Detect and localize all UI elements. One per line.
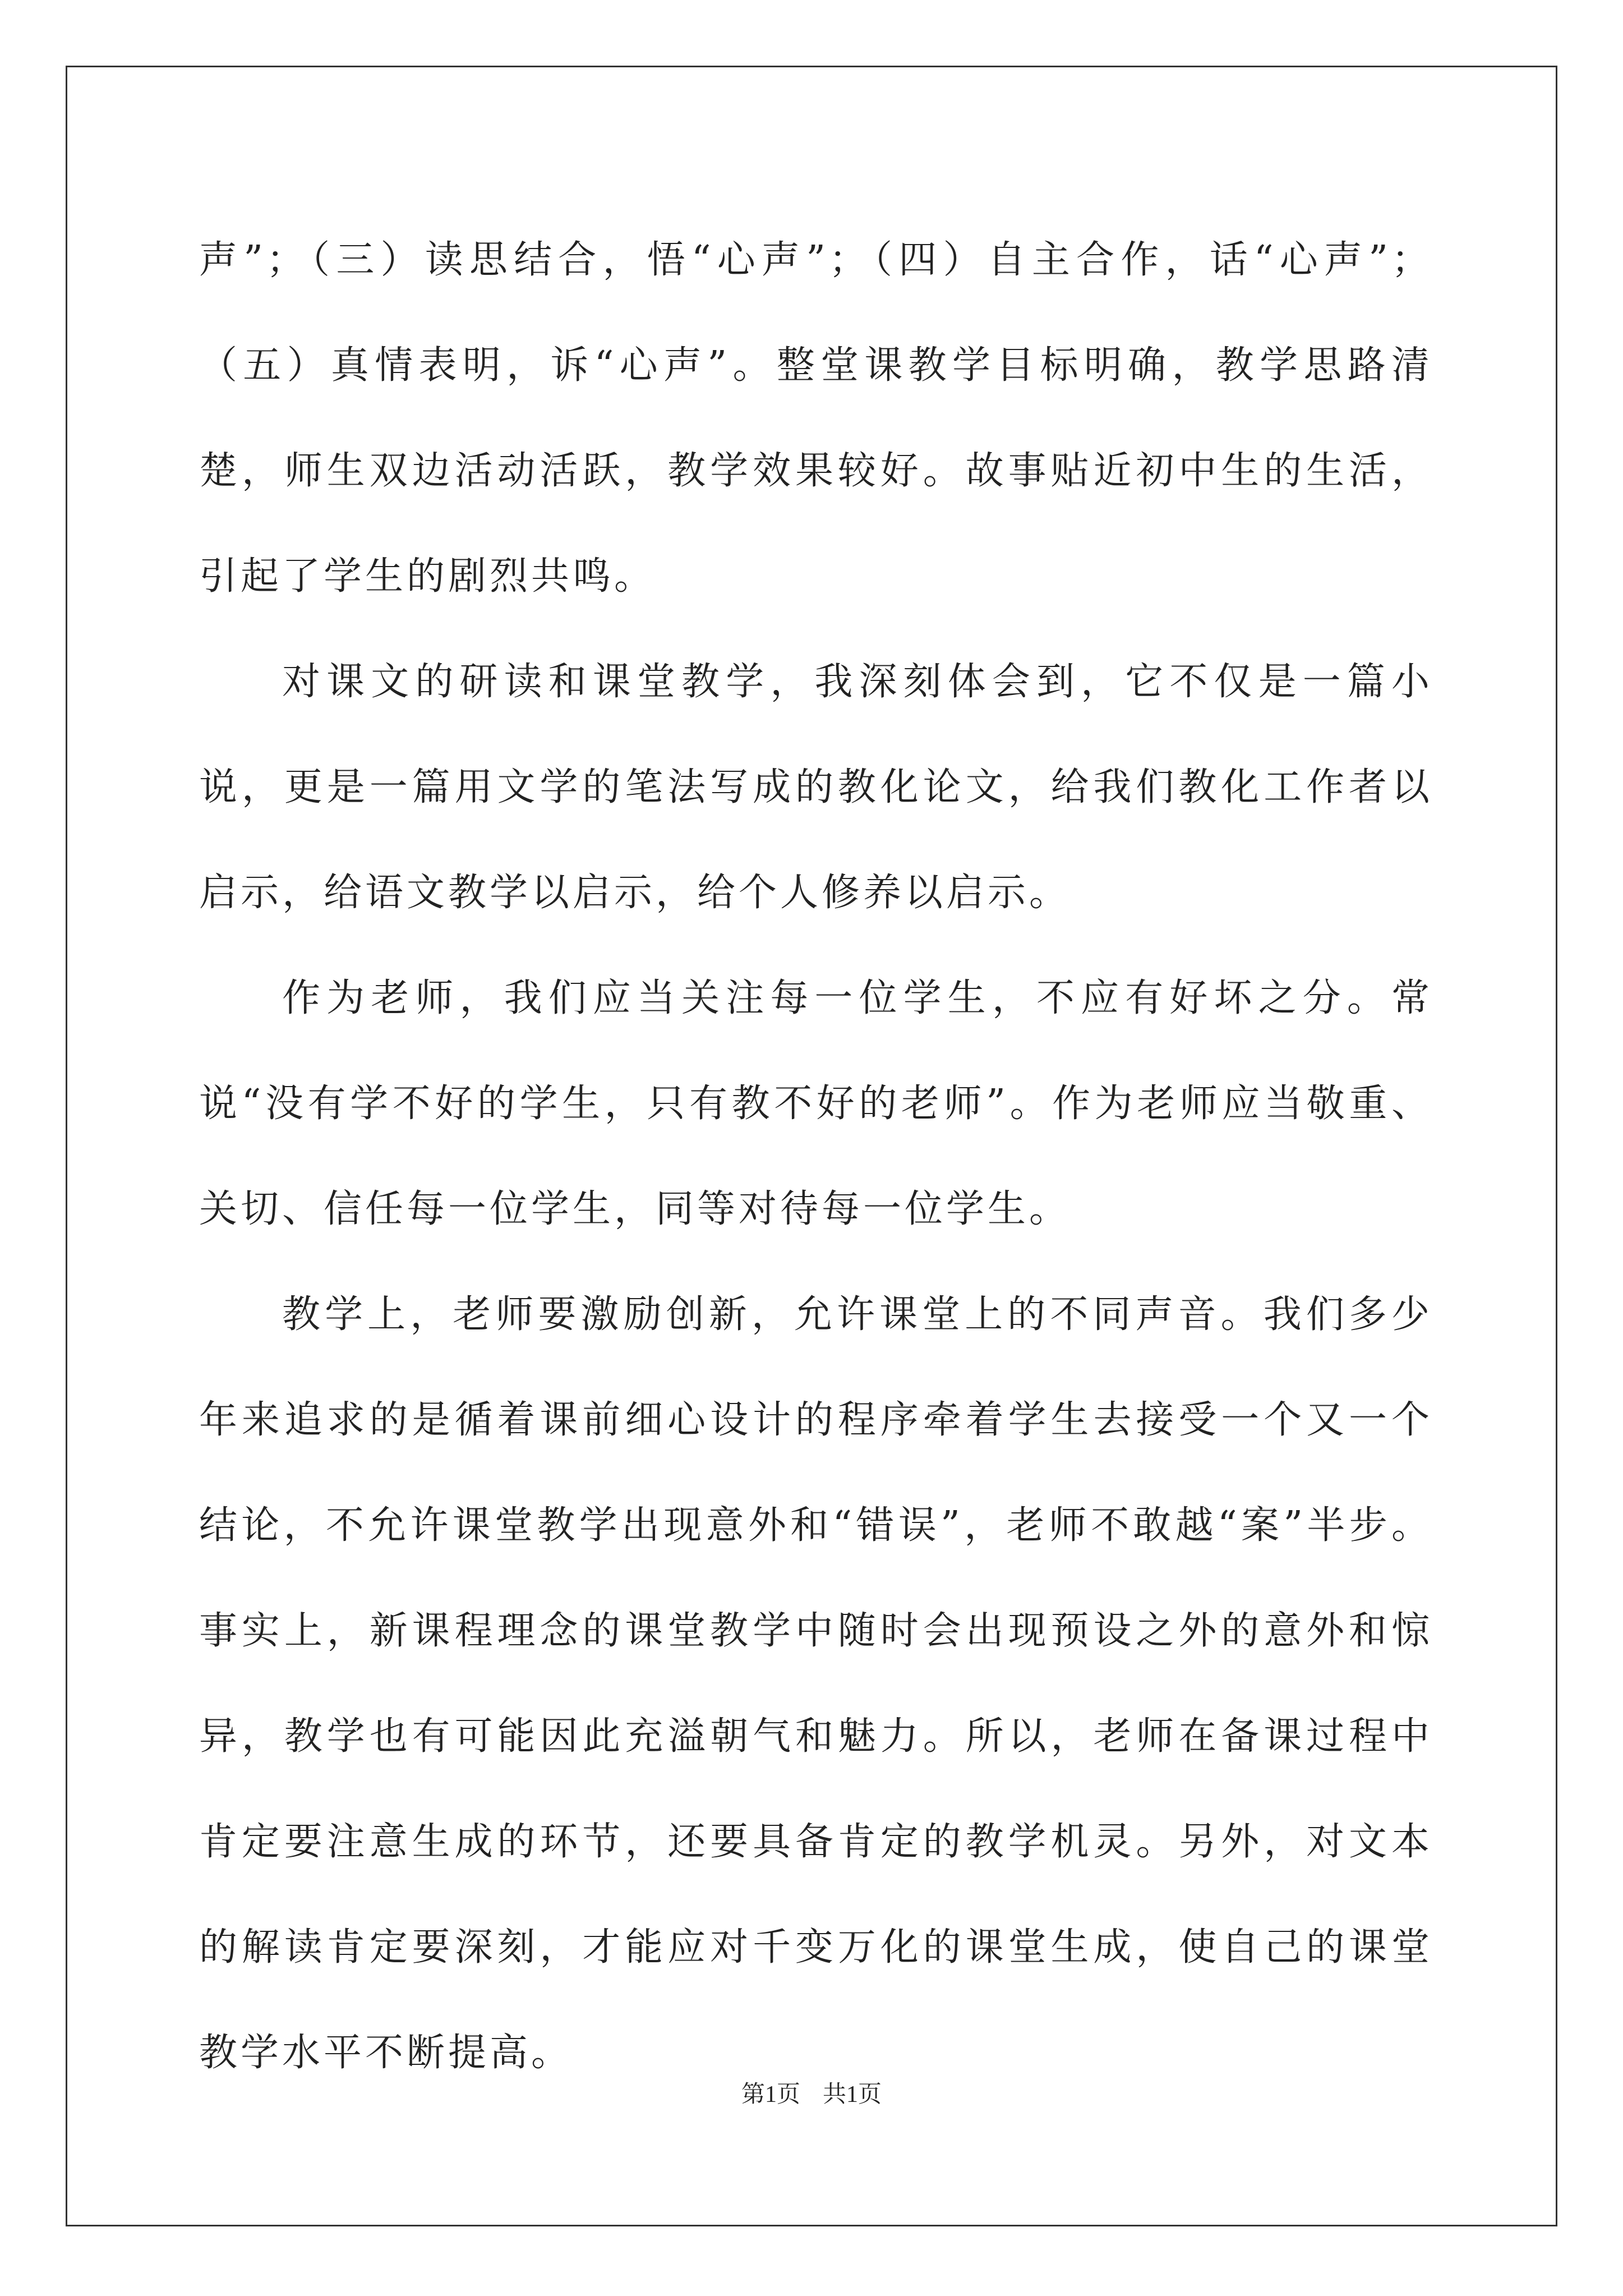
- page-number-total: 共1页: [823, 2082, 882, 2108]
- paragraph-1: 声”；（三）读思结合，悟“心声”；（四）自主合作，话“心声”；（五）真情表明，诉“心声”。整堂课教学目标明确，教学思路清楚，师生双边活动活跃，教学效果较好。故事贴近初中生的生活，引起了学生的剧烈共鸣。: [199, 238, 1433, 599]
- page-number-current: 第1页: [741, 2082, 800, 2108]
- paragraph-4: 教学上，老师要激励创新，允许课堂上的不同声音。我们多少年来追求的是循着课前细心设计的程序牵着学生去接受一个又一个结论，不允许课堂教学出现意外和“错误”，老师不敢越“案”半步。事实上，新课程理念的课堂教学中随时会出现预设之外的意外和惊异，教学也有可能因此充溢朝气和魅力。所以，老师在备课过程中肯定要注意生成的环节，还要具备肯定的教学机灵。另外，对文本的解读肯定要深刻，才能应对千变万化的课堂生成，使自己的课堂教学水平不断提高。: [199, 1292, 1433, 2075]
- paragraph-3: 作为老师，我们应当关注每一位学生，不应有好坏之分。常说“没有学不好的学生，只有教不好的老师”。作为老师应当敬重、关切、信任每一位学生，同等对待每一位学生。: [199, 976, 1433, 1231]
- page-footer: [0, 2076, 1623, 2109]
- paragraph-2: 对课文的研读和课堂教学，我深刻体会到，它不仅是一篇小说，更是一篇用文学的笔法写成的教化论文，给我们教化工作者以启示，给语文教学以启示，给个人修养以启示。: [199, 660, 1433, 915]
- document-body: [199, 208, 1433, 2106]
